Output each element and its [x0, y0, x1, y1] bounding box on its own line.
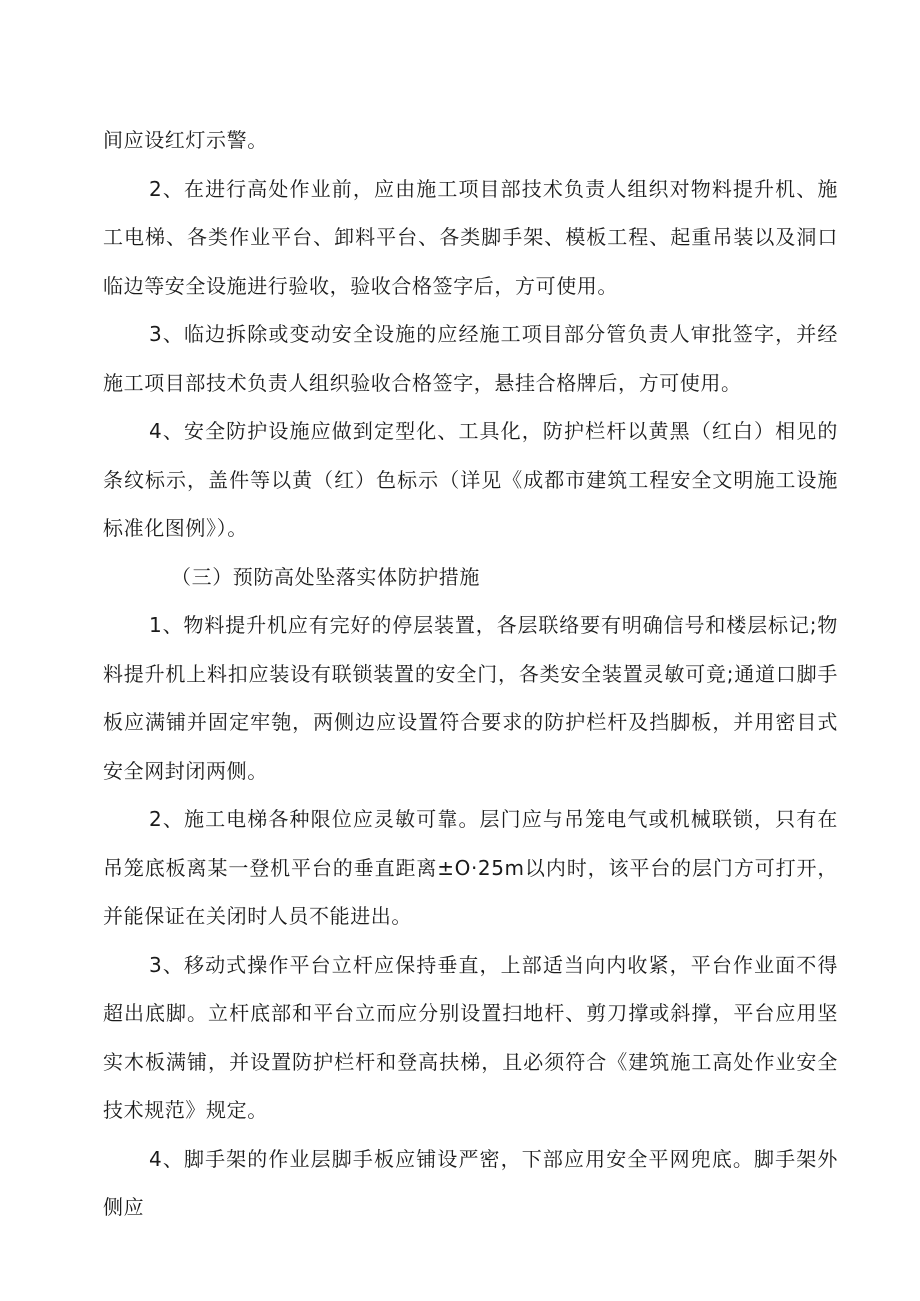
paragraph-item-4-standardization: 4、安全防护设施应做到定型化、工具化，防护栏杆以黄黑（红白）相见的条纹标示，盖件等以黄（红）色标示（详见《成都市建筑工程安全文明施工设施标准化图例》）。: [103, 419, 838, 540]
paragraph-item-3-removal: 3、临边拆除或变动安全设施的应经施工项目部分管负责人审批签字，并经施工项目部技术负责人组织验收合格签字，悬挂合格牌后，方可使用。: [103, 322, 838, 395]
paragraph-item-2-acceptance: 2、在进行高处作业前，应由施工项目部技术负责人组织对物料提升机、施工电梯、各类作业平台、卸料平台、各类脚手架、模板工程、起重吊装以及洞口临边等安全设施进行验收，验收合格签字后，方可使用。: [103, 176, 838, 298]
section-heading: （三）预防高处坠落实体防护措施: [171, 564, 480, 589]
paragraph-item-2-elevator: 2、施工电梯各种限位应灵敏可靠。层门应与吊笼电气或机械联锁，只有在吊笼底板离某一登机平台的垂直距离±O·25m以内时，该平台的层门方可打开，并能保证在关闭时人员不能进出。: [103, 807, 838, 928]
paragraph-item-1-hoist: 1、物料提升机应有完好的停层装置，各层联络要有明确信号和楼层标记;物料提升机上料扣应装设有联锁装置的安全门，各类安全装置灵敏可竟;通道口脚手板应满铺并固定牢匏，两侧边应设置符合要求的防护栏杆及挡脚板，并用密目式安全网封闭两侧。: [103, 613, 838, 783]
paragraph-continuation: 间应设红灯示警。: [103, 128, 268, 152]
paragraph-item-3-platform: 3、移动式操作平台立杆应保持垂直，上部适当向内收紧，平台作业面不得超出底脚。立杆底部和平台立而应分别设置扫地杆、剪刀撑或斜撑，平台应用坚实木板满铺，并设置防护栏杆和登高扶梯，且必须符合《建筑施工高处作业安全技术规范》规定。: [103, 952, 838, 1122]
paragraph-item-4-scaffold: 4、脚手架的作业层脚手板应铺设严密，下部应用安全平网兜底。脚手架外侧应: [103, 1146, 838, 1219]
document-body: [103, 116, 838, 1232]
